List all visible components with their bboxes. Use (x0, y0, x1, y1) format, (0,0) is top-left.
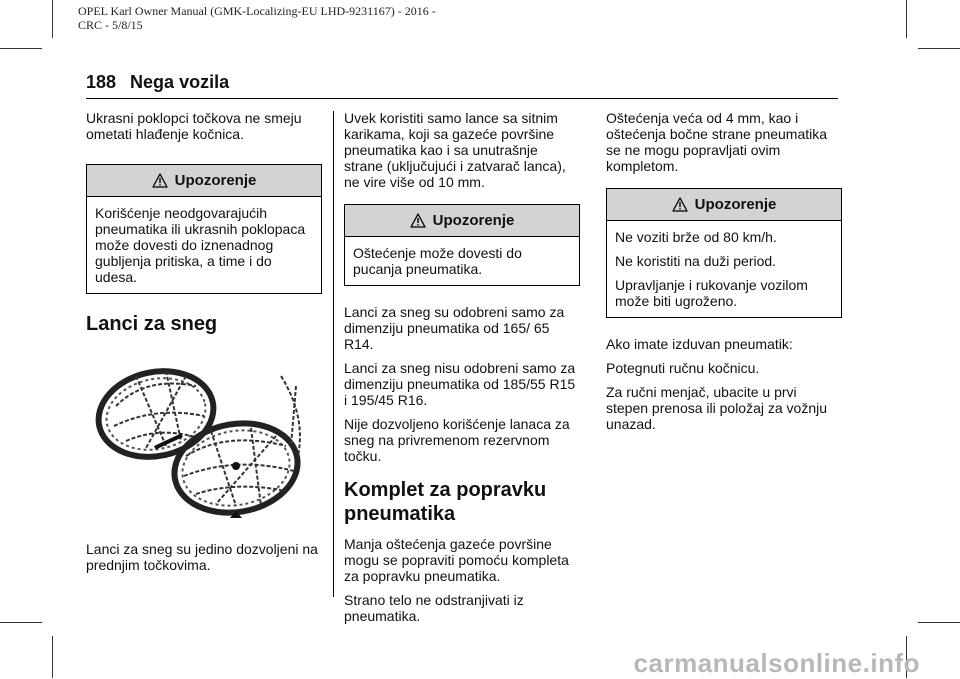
paragraph: Nije dozvoljeno korišćenje lanaca za sneg na privremenom rezervnom točku. (344, 416, 570, 464)
paragraph: Za ručni menjač, ubacite u prvi stepen prenosa ili položaj za vožnju unazad. (606, 384, 828, 432)
warning-title: Upozorenje (174, 172, 257, 189)
paragraph: Lanci za sneg su odobreni samo za dimenziju pneumatika od 165/ 65 R14. (344, 304, 565, 352)
warning-box (606, 188, 842, 318)
paragraph: Lanci za sneg nisu odobreni samo za dimenziju pneumatika od 185/55 R15 i 195/45 R16. (344, 360, 576, 408)
warning-title: Upozorenje (432, 212, 515, 229)
crop-mark (52, 636, 53, 678)
figure-caption: Lanci za sneg su jedino dozvoljeni na prednjim točkovima. (86, 541, 318, 573)
warning-body (607, 221, 841, 317)
crop-mark (918, 622, 960, 623)
paragraph: Uvek koristiti samo lance sa sitnim karikama, koji sa gazeće površine pneumatika kao i sa unutrašnje strane (uključujući i zatvarač lanca), ne vire više od 10 mm. (344, 110, 566, 190)
warning-box (344, 204, 580, 286)
intro-paragraph: Ukrasni poklopci točkova ne smeju ometati hlađenje kočnica. (86, 110, 302, 142)
warning-text: Korišćenje neodgovarajućih pneumatika ili ukrasnih poklopaca može dovesti do iznenadnog gubljenja pritiska, a time i do udesa. (95, 205, 306, 285)
paragraph: Strano telo ne odstranjivati iz pneumatika. (344, 592, 524, 624)
paragraph: Potegnuti ručnu kočnicu. (606, 360, 760, 376)
crop-mark (906, 0, 907, 38)
warning-title: Upozorenje (694, 196, 777, 213)
paragraph: Ako imate izduvan pneumatik: (606, 336, 793, 352)
warning-text: Upravljanje i rukovanje vozilom može biti ugroženo. (615, 277, 808, 309)
column-2 (344, 110, 580, 632)
section-heading-snow-chains: Lanci za sneg (86, 313, 218, 335)
section-heading-tire-repair-kit: Komplet za popravku pneumatika (344, 479, 547, 525)
page-heading (86, 72, 229, 93)
paragraph: Manja oštećenja gazeće površine mogu se popraviti pomoću kompleta za popravku pneumatika. (344, 536, 569, 584)
warning-header (607, 189, 841, 221)
column-divider (333, 111, 334, 597)
warning-box (86, 164, 322, 294)
print-header (78, 4, 436, 32)
page-number: 188 (86, 72, 117, 92)
warning-text: Oštećenje može dovesti do pucanja pneumatika. (353, 245, 522, 277)
crop-mark (918, 48, 960, 49)
warning-icon (410, 213, 426, 228)
crop-mark (0, 622, 42, 623)
warning-body (345, 237, 579, 285)
snow-chains-illustration (86, 346, 322, 524)
watermark-text: carmanualsonline.info (633, 648, 920, 678)
crop-mark (0, 48, 42, 49)
column-3 (606, 110, 842, 440)
warning-header (87, 165, 321, 197)
print-header-line-1: OPEL Karl Owner Manual (GMK-Localizing-EU LHD-9231167) - 2016 - (78, 4, 436, 18)
page-title: Nega vozila (130, 72, 230, 92)
warning-text: Ne voziti brže od 80 km/h. (615, 229, 777, 245)
warning-body (87, 197, 321, 293)
column-1 (86, 110, 322, 581)
paragraph: Oštećenja veća od 4 mm, kao i oštećenja bočne strane pneumatika se ne mogu popravljati ovim kompletom. (606, 110, 828, 174)
warning-header (345, 205, 579, 237)
crop-mark (52, 0, 53, 38)
warning-icon (672, 197, 688, 212)
warning-text: Ne koristiti na duži period. (615, 253, 777, 269)
warning-icon (152, 173, 168, 188)
print-header-line-2: CRC - 5/8/15 (78, 18, 143, 32)
header-rule (86, 98, 838, 99)
